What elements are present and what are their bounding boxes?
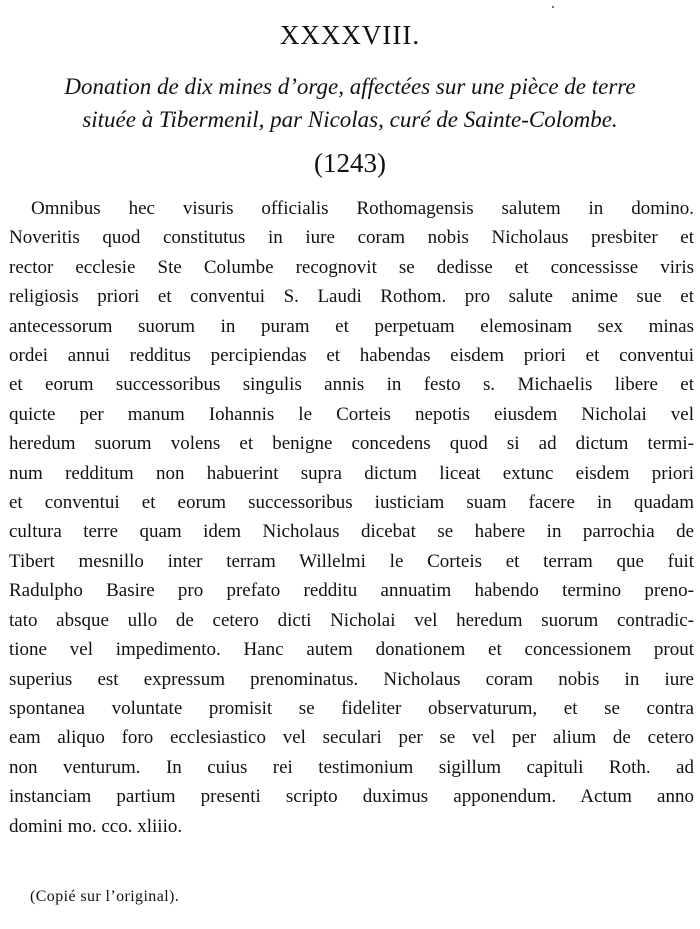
body-line: antecessorum suorum in puram et perpetuam elemosinam sex minas xyxy=(9,315,694,337)
body-line: superius est expressum prenominatus. Nicholaus coram nobis in iure xyxy=(9,668,694,690)
charter-title-line: située à Tibermenil, par Nicolas, curé de Sainte-Colombe. xyxy=(82,107,618,132)
body-line: Omnibus hec visuris officialis Rothomagensis salutem in domino. xyxy=(31,198,694,219)
source-note: (Copié sur l’original). xyxy=(30,888,180,905)
body-line: religiosis priori et conventui S. Laudi Rothom. pro salute anime sue et xyxy=(9,286,694,308)
body-line: instanciam partium presenti scripto duximus apponendum. Actum anno xyxy=(9,786,694,808)
body-line: num redditum non habuerint supra dictum liceat extunc eisdem priori xyxy=(9,462,694,484)
charter-body xyxy=(9,194,694,841)
body-line: rector ecclesie Ste Columbe recognovit se dedisse et concessisse viris xyxy=(9,256,694,278)
charter-number: XXXXVIII. xyxy=(279,20,421,50)
body-line: Radulpho Basire pro prefato redditu annuatim habendo termino preno- xyxy=(9,580,694,602)
body-line: ordei annui redditus percipiendas et habendas eisdem priori et conventui xyxy=(9,345,694,367)
body-line: quicte per manum Iohannis le Corteis nepotis eiusdem Nicholai vel xyxy=(9,403,694,425)
charter-year: (1243) xyxy=(314,148,386,178)
body-line: eam aliquo foro ecclesiastico vel seculari per se vel per alium de cetero xyxy=(9,727,694,749)
body-line: et eorum successoribus singulis annis in festo s. Michaelis libere et xyxy=(9,374,694,396)
body-line: tione vel impedimento. Hanc autem donationem et concessionem prout xyxy=(9,639,694,661)
body-line: Noveritis quod constitutus in iure coram nobis Nicholaus presbiter et xyxy=(9,227,694,249)
body-line: et conventui et eorum successoribus iusticiam suam facere in quadam xyxy=(9,492,694,514)
body-line: heredum suorum volens et benigne concedens quod si ad dictum termi- xyxy=(9,433,694,455)
charter-title xyxy=(14,70,686,136)
charter-title-line: Donation de dix mines d’orge, affectées sur une pièce de terre xyxy=(64,74,636,99)
body-line: Tibert mesnillo inter terram Willelmi le Corteis et terram que fuit xyxy=(9,550,694,572)
body-line: domini mo. cco. xliiio. xyxy=(9,815,183,837)
body-line: cultura terre quam idem Nicholaus dicebat se habere in parrochia de xyxy=(9,521,694,543)
body-line: tato absque ullo de cetero dicti Nicholai vel heredum suorum contradic- xyxy=(9,609,694,631)
ink-speck xyxy=(552,6,554,8)
body-line: non venturum. In cuius rei testimonium sigillum capituli Roth. ad xyxy=(9,756,694,778)
body-line: spontanea voluntate promisit se fideliter observaturum, et se contra xyxy=(9,697,694,719)
